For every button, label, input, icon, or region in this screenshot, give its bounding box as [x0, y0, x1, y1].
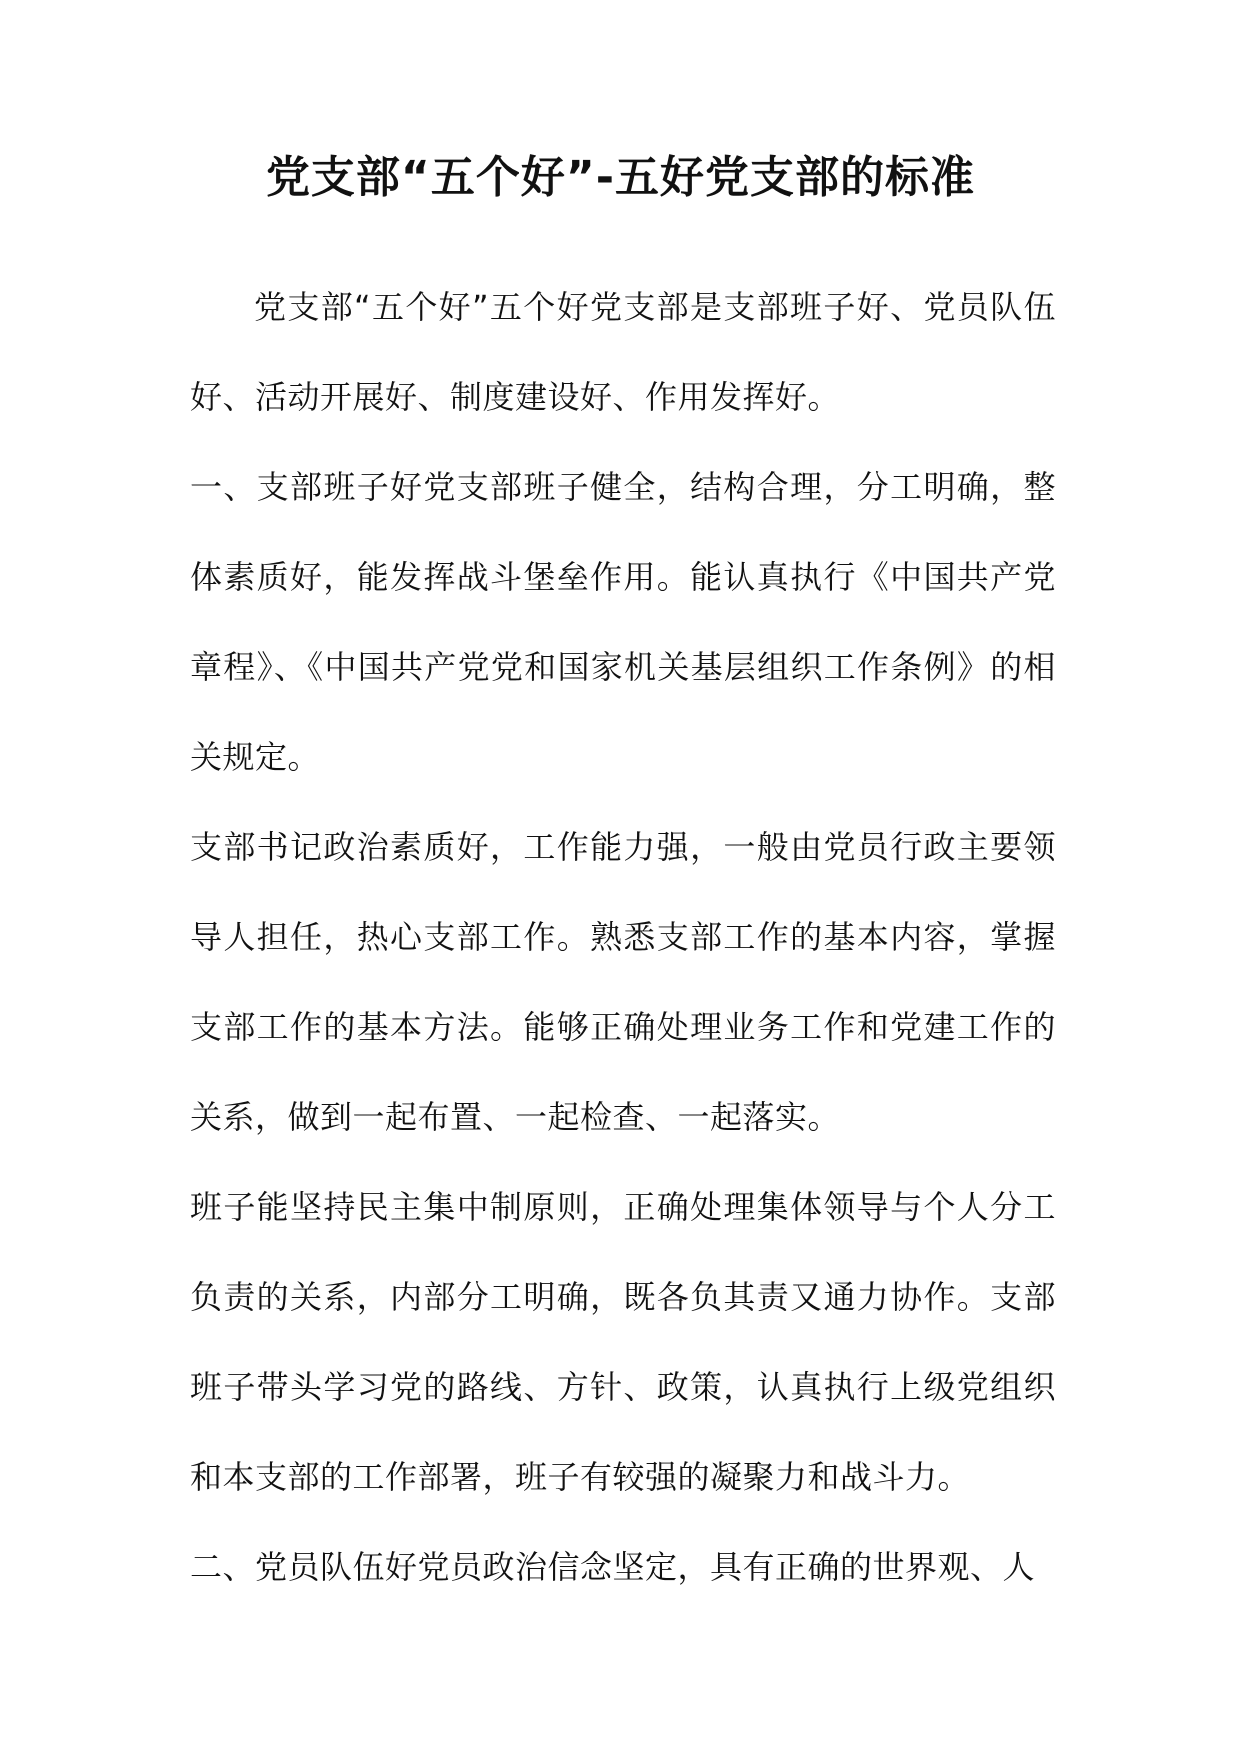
document-title: 党支部“五个好”-五好党支部的标准	[265, 152, 976, 203]
leadership-paragraph: 班子能坚持民主集中制原则，正确处理集体领导与个人分工负责的关系，内部分工明确，既各负其责又通力协作。支部班子带头学习党的路线、方针、政策，认真执行上级党组织和本支部的工作部署，班子有较强的凝聚力和战斗力。	[190, 1188, 1056, 1496]
section-one-paragraph: 一、支部班子好党支部班子健全，结构合理，分工明确，整体素质好，能发挥战斗堡垒作用。能认真执行《中国共产党章程》、《中国共产党党和国家机关基层组织工作条例》的相关规定。	[190, 468, 1056, 776]
intro-paragraph: 党支部“五个好”五个好党支部是支部班子好、党员队伍好、活动开展好、制度建设好、作用发挥好。	[190, 288, 1056, 416]
secretary-paragraph: 支部书记政治素质好，工作能力强，一般由党员行政主要领导人担任，热心支部工作。熟悉支部工作的基本内容，掌握支部工作的基本方法。能够正确处理业务工作和党建工作的关系，做到一起布置、一起检查、一起落实。	[190, 828, 1056, 1136]
section-two-paragraph: 二、党员队伍好党员政治信念坚定，具有正确的世界观、人	[190, 1548, 1036, 1586]
document-body	[190, 262, 1056, 1612]
